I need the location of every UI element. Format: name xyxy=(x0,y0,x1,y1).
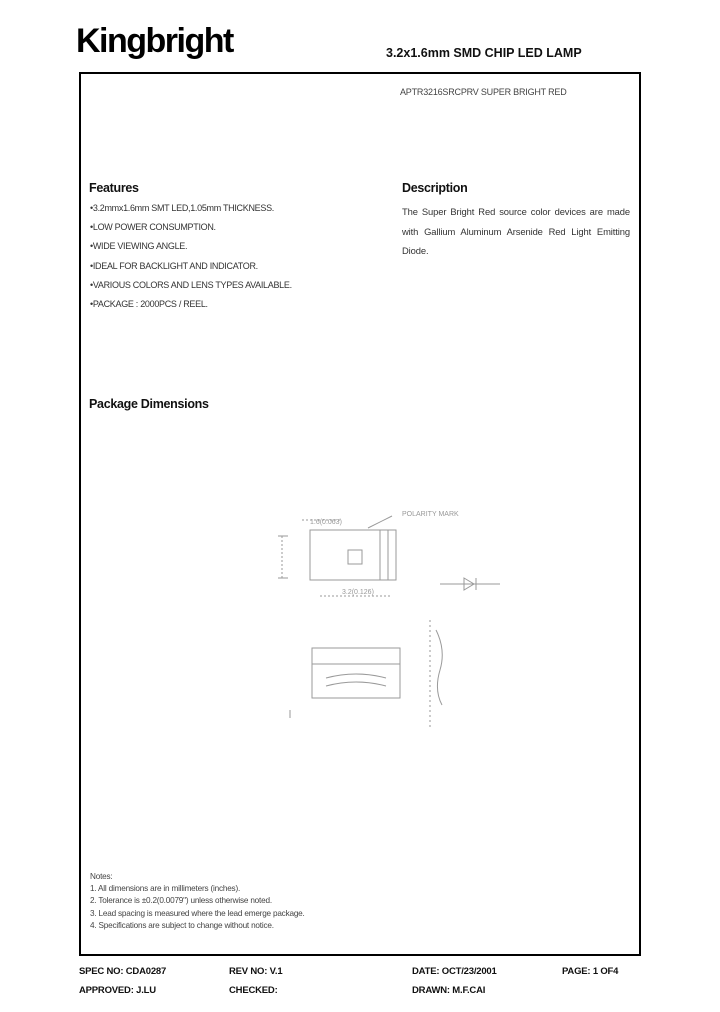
features-heading: Features xyxy=(89,181,139,195)
company-logo: Kingbright xyxy=(76,22,233,60)
package-dimensions-heading: Package Dimensions xyxy=(89,397,209,411)
note-item: 2. Tolerance is ±0.2(0.0079") unless otherwise noted. xyxy=(90,896,272,906)
width-dimension-label: 1.6(0.063) xyxy=(310,519,342,526)
note-item: 1. All dimensions are in millimeters (inches). xyxy=(90,884,241,894)
part-number: APTR3216SRCPRV SUPER BRIGHT RED xyxy=(400,87,567,97)
list-item: •PACKAGE : 2000PCS / REEL. xyxy=(90,298,208,309)
top-view-outline xyxy=(310,530,396,580)
checked-by: CHECKED: xyxy=(229,985,278,996)
bullet-icon: • xyxy=(90,222,93,233)
note-item: 3. Lead spacing is measured where the lead emerge package. xyxy=(90,908,305,918)
bullet-icon: • xyxy=(90,260,93,271)
package-drawing xyxy=(270,500,530,730)
bullet-icon: • xyxy=(90,241,93,252)
notes-heading: Notes: xyxy=(90,872,113,881)
revision-number: REV NO: V.1 xyxy=(229,966,283,977)
features-list xyxy=(90,203,292,318)
bullet-icon: • xyxy=(90,298,93,309)
length-dimension-label: 3.2(0.126) xyxy=(342,589,374,596)
page-number: PAGE: 1 OF4 xyxy=(562,966,619,977)
note-item: 4. Specifications are subject to change without notice. xyxy=(90,920,274,930)
document-date: DATE: OCT/23/2001 xyxy=(412,966,497,977)
notes-section xyxy=(90,871,305,932)
document-title: 3.2x1.6mm SMD CHIP LED LAMP xyxy=(386,46,582,60)
spec-number: SPEC NO: CDA0287 xyxy=(79,966,167,977)
drawn-by: DRAWN: M.F.CAI xyxy=(412,985,486,996)
polarity-mark-label: POLARITY MARK xyxy=(402,511,459,518)
list-item: •VARIOUS COLORS AND LENS TYPES AVAILABLE. xyxy=(90,279,292,290)
list-item: •IDEAL FOR BACKLIGHT AND INDICATOR. xyxy=(90,260,258,271)
list-item: •LOW POWER CONSUMPTION. xyxy=(90,222,216,233)
bullet-icon: • xyxy=(90,203,93,213)
description-text: The Super Bright Red source color devices are made with Gallium Aluminum Arsenide Red Light Emitting Diode. xyxy=(402,206,630,256)
list-item: •WIDE VIEWING ANGLE. xyxy=(90,241,188,252)
description-heading: Description xyxy=(402,181,468,195)
approved-by: APPROVED: J.LU xyxy=(79,985,156,996)
list-item: •3.2mmx1.6mm SMT LED,1.05mm THICKNESS. xyxy=(90,203,274,213)
bullet-icon: • xyxy=(90,279,93,290)
